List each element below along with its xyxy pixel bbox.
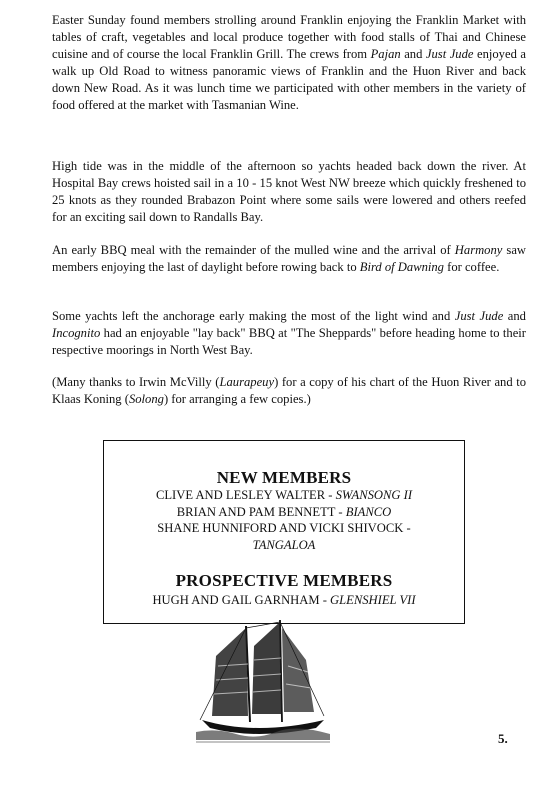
members-box [103, 440, 465, 624]
member-line: SHANE HUNNIFORD AND VICKI SHIVOCK - TANGALOA [157, 521, 411, 552]
boat-name: Bird of Dawning [359, 260, 444, 274]
boat-name: Just Jude [425, 47, 474, 61]
new-members-heading: NEW MEMBERS [216, 468, 352, 487]
page-number: 5. [498, 731, 508, 746]
paragraph-bbq: An early BBQ meal with the remainder of the mulled wine and the arrival of Harmony saw members enjoying the last of daylight before rowing back to Bird of Dawning for coffee. [52, 243, 527, 274]
boat-name: Incognito [52, 326, 101, 340]
boat-name: Pajan [370, 47, 401, 61]
prospective-members-list [104, 592, 464, 609]
member-line: BRIAN AND PAM BENNETT - BIANCO [176, 504, 392, 519]
sailing-boat-illustration [196, 616, 330, 746]
member-line: HUGH AND GAIL GARNHAM - GLENSHIEL VII [152, 593, 416, 607]
boat-name: Just Jude [454, 309, 504, 323]
boat-name: Solong [128, 392, 164, 406]
prospective-members-heading: PROSPECTIVE MEMBERS [175, 571, 393, 590]
paragraph-anchorage: Some yachts left the anchorage early making the most of the light wind and Just Jude and Incognito had an enjoyable "lay back" BBQ at "The Sheppards" before heading home to their respective moorings in North West Bay. [52, 309, 526, 357]
member-line: CLIVE AND LESLEY WALTER - SWANSONG II [155, 488, 413, 502]
paragraph-thanks: (Many thanks to Irwin McVilly (Laurapeuy) for a copy of his chart of the Huon River and to Klaas Koning (Solong) for arranging a few copies.) [52, 375, 526, 406]
boat-name: Laurapeuy [219, 375, 275, 389]
boat-name: Harmony [454, 243, 503, 257]
paragraph-franklin-market: Easter Sunday found members strolling around Franklin enjoying the Franklin Market with tables of craft, vegetables and local produce together with food stalls of Thai and Chinese cuisine and of course the local Franklin Grill. The crews from Pajan and Just Jude enjoyed a walk up Old Road to witness panoramic views of Franklin and the Huon River and back down New Road. As it was lunch time we participated with other members in the variety of food offered at the market with Tasmanian Wine. [52, 13, 526, 112]
new-members-list [104, 487, 464, 553]
paragraph-high-tide: High tide was in the middle of the afternoon so yachts headed back down the river. At Hospital Bay crews hoisted sail in a 10 - 15 knot West NW breeze which quickly freshened to 25 knots as they rounded Brabazon Point where some sails were lowered and others reefed for an exciting sail down to Randalls Bay. [52, 159, 526, 224]
